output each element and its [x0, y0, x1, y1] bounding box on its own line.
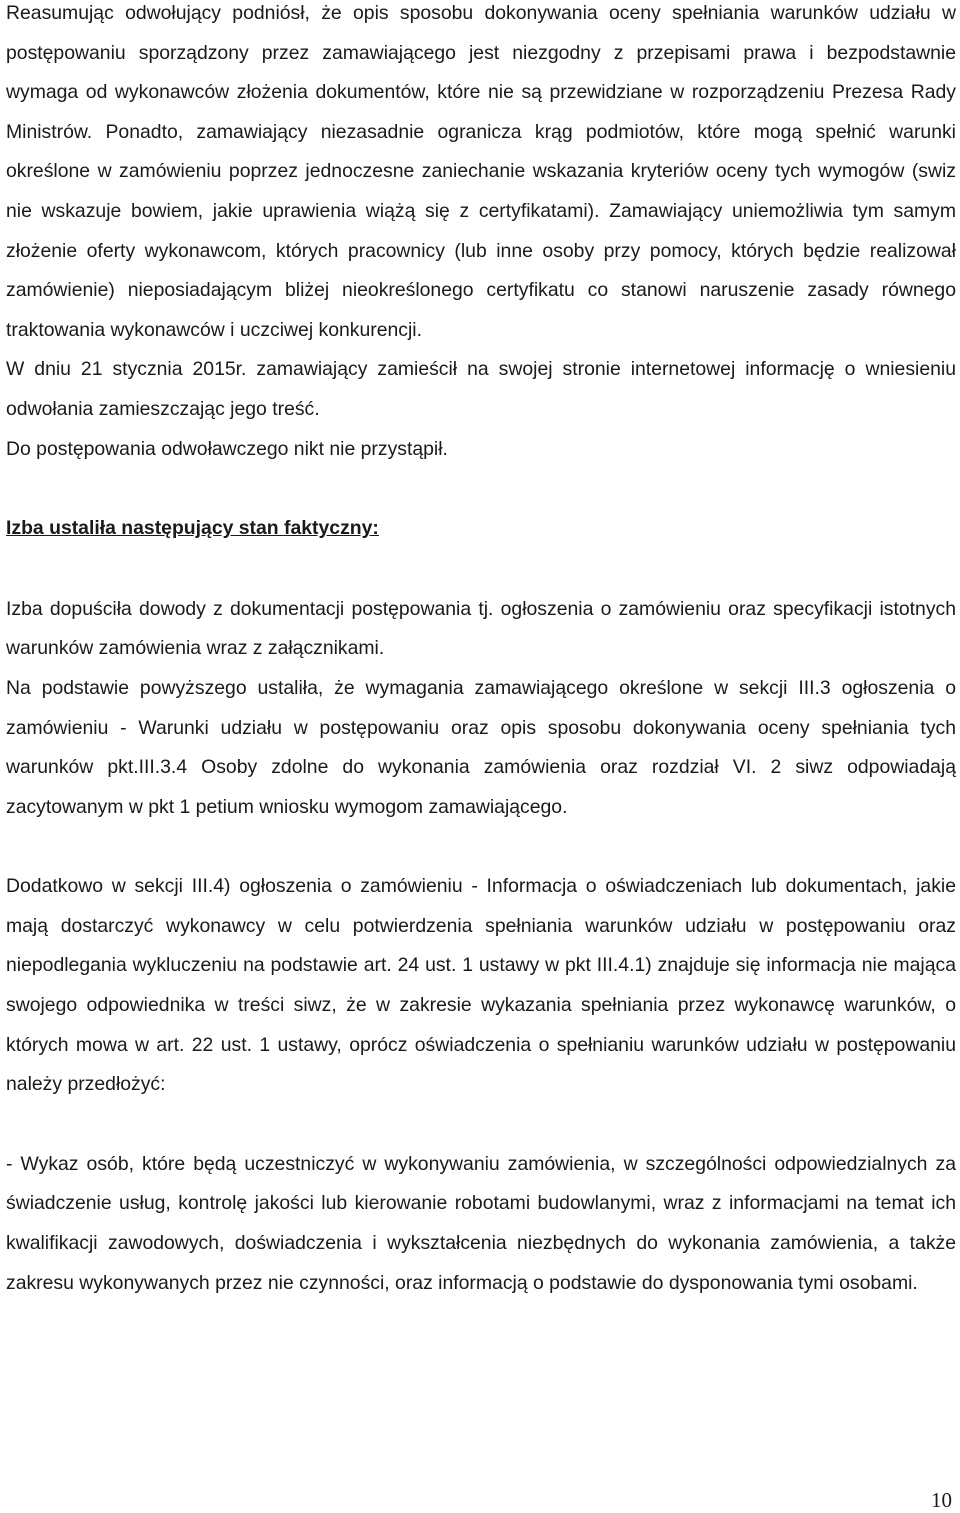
list-item-personnel: - Wykaz osób, które będą uczestniczyć w wykonywaniu zamówienia, w szczególności odpowiedzialnych za świadczenie usług, kontrolę jakości lub kierowanie robotami budowlanymi, wraz z informacjami na temat ich kwalifikacji zawodowych, doświadczenia i wykształcenia niezbędnych do wykonania zamówienia, a także zakresu wykonywanych przez nie czynności, oraz informacją o podstawie do dysponowania tymi osobami. — [6, 1152, 956, 1294]
document-page — [6, 0, 956, 1303]
paragraph-publication-notice: W dniu 21 stycznia 2015r. zamawiający zamieścił na swojej stronie internetowej informację o wniesieniu odwołania zamieszczając jego treść. — [6, 358, 956, 420]
paragraph-evidence: Izba dopuściła dowody z dokumentacji postępowania tj. ogłoszenia o zamówieniu oraz specyfikacji istotnych warunków zamówienia wraz z załącznikami. — [6, 597, 956, 660]
paragraph-additional-info: Dodatkowo w sekcji III.4) ogłoszenia o zamówieniu - Informacja o oświadczeniach lub dokumentach, jakie mają dostarczyć wykonawcy w celu potwierdzenia spełniania warunków udziału w postępowaniu oraz niepodlegania wykluczeniu na podstawie art. 24 ust. 1 ustawy w pkt III.4.1) znajduje się informacja nie mająca swojego odpowiednika w treści siwz, że w zakresie wykazania spełniania przez wykonawcę warunków, o których mowa w art. 22 ust. 1 ustawy, oprócz oświadczenia o spełnianiu warunków udziału w postępowaniu należy przedłożyć: — [6, 875, 956, 1096]
page-number: 10 — [931, 1488, 952, 1512]
section-heading: Izba ustaliła następujący stan faktyczny: — [6, 517, 379, 540]
paragraph-requirements: Na podstawie powyższego ustaliła, że wymagania zamawiającego określone w sekcji III.3 ogłoszenia o zamówieniu - Warunki udziału w postępowaniu oraz opis sposobu dokonywania oceny spełniania tych warunków pkt.III.3.4 Osoby zdolne do wykonania zamówienia oraz rozdział VI. 2 siwz odpowiadają zacytowanym w pkt 1 petium wniosku wymogom zamawiającego. — [6, 676, 956, 818]
paragraph-appeal-summary: Reasumując odwołujący podniósł, że opis sposobu dokonywania oceny spełniania warunków udziału w postępowaniu sporządzony przez zamawiającego jest niezgodny z przepisami prawa i bezpodstawnie wymaga od wykonawców złożenia dokumentów, które nie są przewidziane w rozporządzeniu Prezesa Rady Ministrów. Ponadto, zamawiający niezasadnie ogranicza krąg podmiotów, które mogą spełnić warunki określone w zamówieniu poprzez jednoczesne zaniechanie wskazania kryteriów oceny tych wymogów (swiz nie wskazuje bowiem, jakie uprawienia wiążą się z certyfikatami). Zamawiający uniemożliwia tym samym złożenie oferty wykonawcom, których pracownicy (lub inne osoby przy pomocy, których będzie realizował zamówienie) nieposiadającym bliżej nieokreślonego certyfikatu co stanowi naruszenie zasady równego traktowania wykonawców i uczciwej konkurencji. — [6, 2, 956, 341]
paragraph-no-participants: Do postępowania odwoławczego nikt nie przystąpił. — [6, 437, 448, 460]
